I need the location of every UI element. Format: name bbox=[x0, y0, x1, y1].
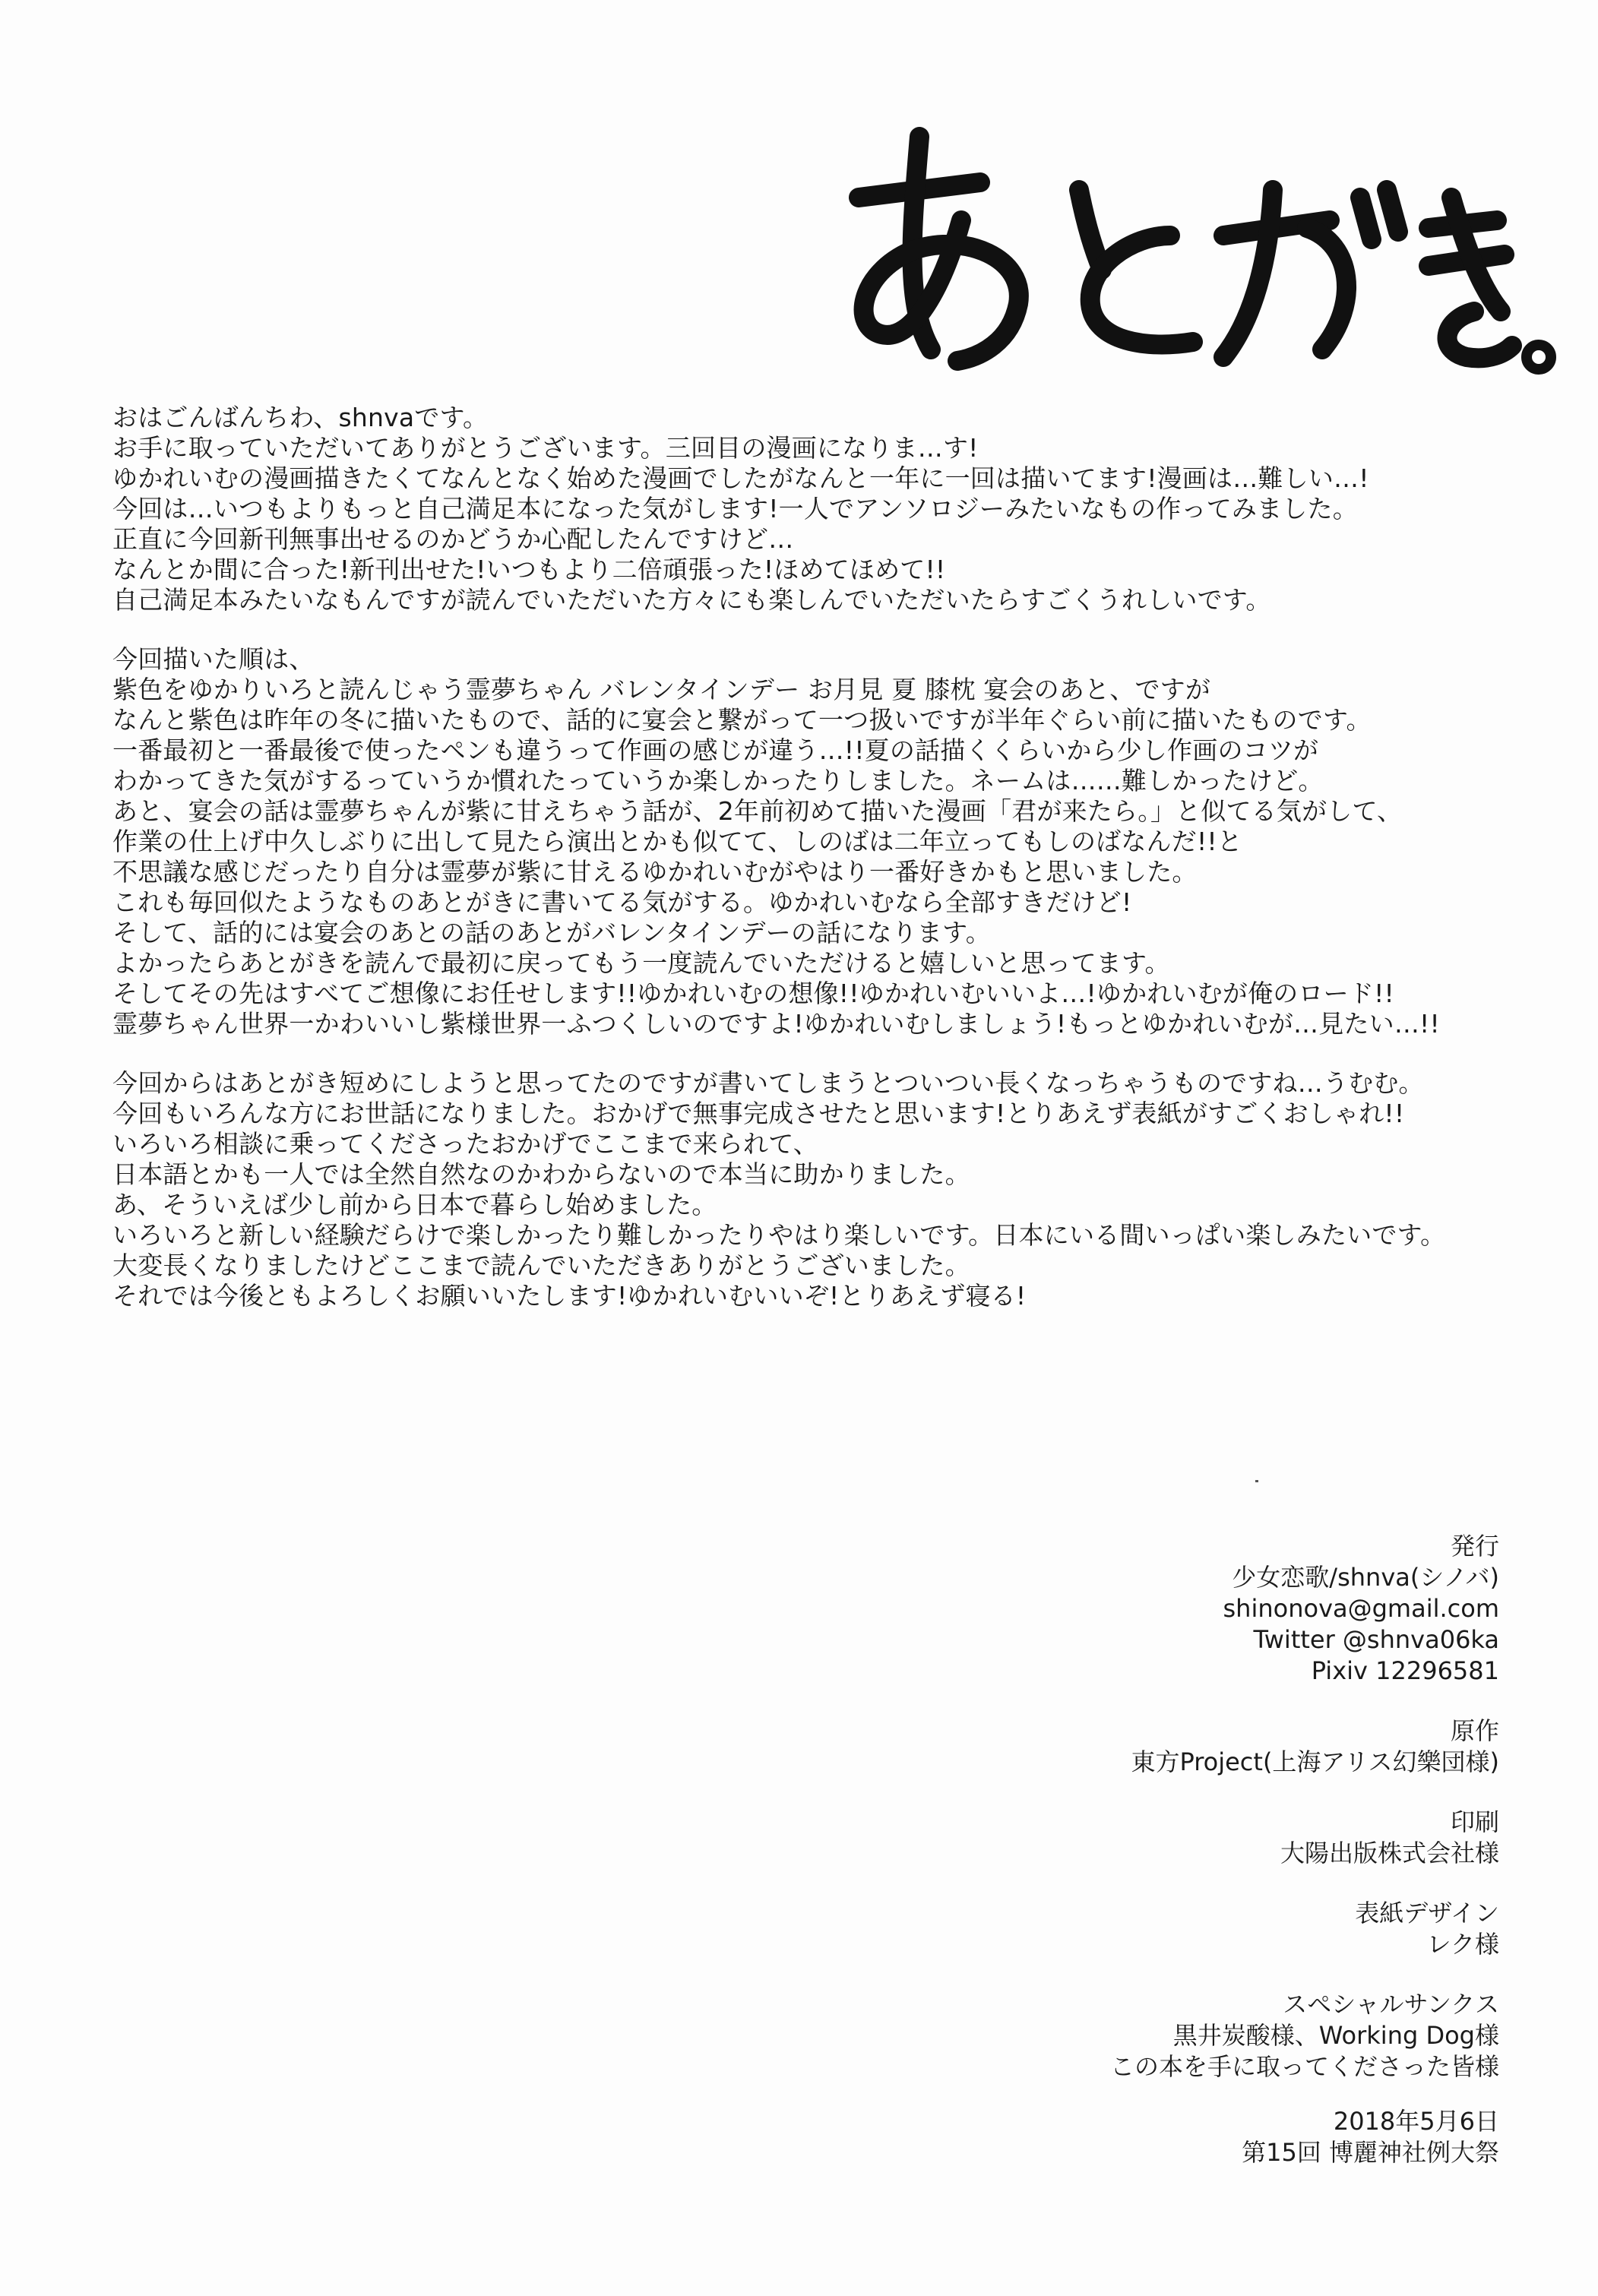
text-line: 今回からはあとがき短めにしようと思ってたのですが書いてしまうとついつい長くなっちゃうものですね…うむむ。 bbox=[112, 1068, 1424, 1098]
credit-line: 東方Project(上海アリス幻樂団様) bbox=[1131, 1747, 1499, 1776]
text-line: これも毎回似たようなものあとがきに書いてる気がする。ゆかれいむなら全部すきだけど! bbox=[112, 887, 1132, 917]
credit-line: この本を手に取ってくださった皆様 bbox=[1109, 2052, 1499, 2081]
text-line: 作業の仕上げ中久しぶりに出して見たら演出とかも似てて、しのばは二年立ってもしのばなんだ!!と bbox=[112, 827, 1242, 856]
credit-printing bbox=[967, 1807, 1499, 1869]
text-line: そしてその先はすべてご想像にお任せします!!ゆかれいむの想像!!ゆかれいむいいよ…!ゆかれいむが俺のロード!! bbox=[112, 979, 1394, 1008]
credit-pixiv: Pixiv 12296581 bbox=[1311, 1656, 1499, 1685]
text-line: お手に取っていただいてありがとうございます。三回目の漫画になりま…す! bbox=[112, 433, 979, 463]
credit-line: 少女恋歌/shnva(シノバ) bbox=[1232, 1563, 1499, 1592]
text-line: 正直に今回新刊無事出せるのかどうか心配したんですけど… bbox=[112, 524, 794, 554]
text-line: 日本語とかも一人では全然自然なのかわからないので本当に助かりました。 bbox=[112, 1159, 970, 1189]
text-line: そして、話的には宴会のあとの話のあとがバレンタインデーの話になります。 bbox=[112, 918, 991, 947]
text-line: 今回もいろんな方にお世話になりました。おかげで無事完成させたと思います!とりあえず表紙がすごくおしゃれ!! bbox=[112, 1099, 1405, 1128]
text-line: 大変長くなりましたけどここまで読んでいただきありがとうございました。 bbox=[112, 1251, 970, 1280]
afterword-body bbox=[112, 403, 1526, 1340]
text-line: 紫色をゆかりいろと読んじゃう霊夢ちゃん バレンタインデー お月見 夏 膝枕 宴会のあと、ですが bbox=[112, 675, 1211, 704]
credit-heading: 表紙デザイン bbox=[1355, 1899, 1499, 1928]
paragraph-2 bbox=[112, 644, 1526, 1039]
paragraph-3 bbox=[112, 1068, 1526, 1311]
text-line: おはごんばんちわ、shnvaです。 bbox=[112, 403, 489, 432]
text-line: 不思議な感じだったり自分は霊夢が紫に甘えるゆかれいむがやはり一番好きかもと思いました。 bbox=[112, 857, 1198, 887]
credit-publisher bbox=[967, 1531, 1499, 1687]
credit-line: レク様 bbox=[1426, 1930, 1499, 1959]
text-line: あ、そういえば少し前から日本で暮らし始めました。 bbox=[112, 1190, 717, 1219]
credit-cover-design bbox=[967, 1898, 1499, 1960]
event-line: 第15回 博麗神社例大祭 bbox=[1242, 2138, 1499, 2167]
text-line: 霊夢ちゃん世界一かわいいし紫様世界一ふつくしいのですよ!ゆかれいむしましょう!もっとゆかれいむが…見たい…!! bbox=[112, 1009, 1440, 1039]
credit-email: shinonova@gmail.com bbox=[1223, 1594, 1499, 1623]
text-line: 一番最初と一番最後で使ったペンも違うって作画の感じが違う…!!夏の話描くくらいから少し作画のコツが bbox=[112, 735, 1319, 765]
speck-mark bbox=[1255, 1480, 1258, 1482]
credit-special-thanks bbox=[967, 1989, 1499, 2083]
publication-date bbox=[1242, 2106, 1499, 2168]
text-line: いろいろと新しい経験だらけで楽しかったり難しかったりやはり楽しいです。日本にいる間いっぱい楽しみたいです。 bbox=[112, 1220, 1446, 1250]
handwritten-title-art bbox=[828, 106, 1558, 395]
credit-original-work bbox=[967, 1716, 1499, 1778]
text-line: 自己満足本みたいなもんですが読んでいただいた方々にも楽しんでいただいたらすごくうれしいです。 bbox=[112, 585, 1271, 615]
date-line: 2018年5月6日 bbox=[1333, 2107, 1499, 2136]
credit-twitter: Twitter @shnva06ka bbox=[1253, 1625, 1499, 1654]
credit-heading: スペシャルサンクス bbox=[1283, 1990, 1499, 2019]
text-line: なんと紫色は昨年の冬に描いたもので、話的に宴会と繋がって一つ扱いですが半年ぐらい前に描いたものです。 bbox=[112, 705, 1372, 735]
text-line: わかってきた気がするっていうか慣れたっていうか楽しかったりしました。ネームは……難しかったけど。 bbox=[112, 766, 1324, 795]
credit-heading: 原作 bbox=[1450, 1716, 1499, 1745]
text-line: なんとか間に合った!新刊出せた!いつもより二倍頑張った!ほめてほめて!! bbox=[112, 555, 946, 584]
paragraph-1 bbox=[112, 403, 1526, 615]
text-line: 今回は…いつもよりもっと自己満足本になった気がします!一人でアンソロジーみたいなもの作ってみました。 bbox=[112, 494, 1358, 523]
text-line: いろいろ相談に乗ってくださったおかげでここまで来られて、 bbox=[112, 1129, 818, 1159]
text-line: 今回描いた順は、 bbox=[112, 644, 315, 674]
credit-heading: 発行 bbox=[1450, 1532, 1499, 1561]
credit-line: 大陽出版株式会社様 bbox=[1280, 1839, 1499, 1867]
text-line: よかったらあとがきを読んで最初に戻ってもう一度読んでいただけると嬉しいと思ってます。 bbox=[112, 948, 1170, 978]
text-line: それでは今後ともよろしくお願いいたします!ゆかれいむいいぞ!とりあえず寝る! bbox=[112, 1281, 1027, 1311]
text-line: ゆかれいむの漫画描きたくてなんとなく始めた漫画でしたがなんと一年に一回は描いてます!漫画は…難しい…! bbox=[112, 463, 1369, 493]
credit-heading: 印刷 bbox=[1450, 1807, 1499, 1836]
colophon bbox=[967, 1531, 1499, 2111]
credit-line: 黒井炭酸様、Working Dog様 bbox=[1172, 2021, 1499, 2050]
handwritten-title bbox=[828, 106, 1558, 395]
text-line: あと、宴会の話は霊夢ちゃんが紫に甘えちゃう話が、2年前初めて描いた漫画「君が来たら。」と似てる気がして、 bbox=[112, 796, 1403, 826]
